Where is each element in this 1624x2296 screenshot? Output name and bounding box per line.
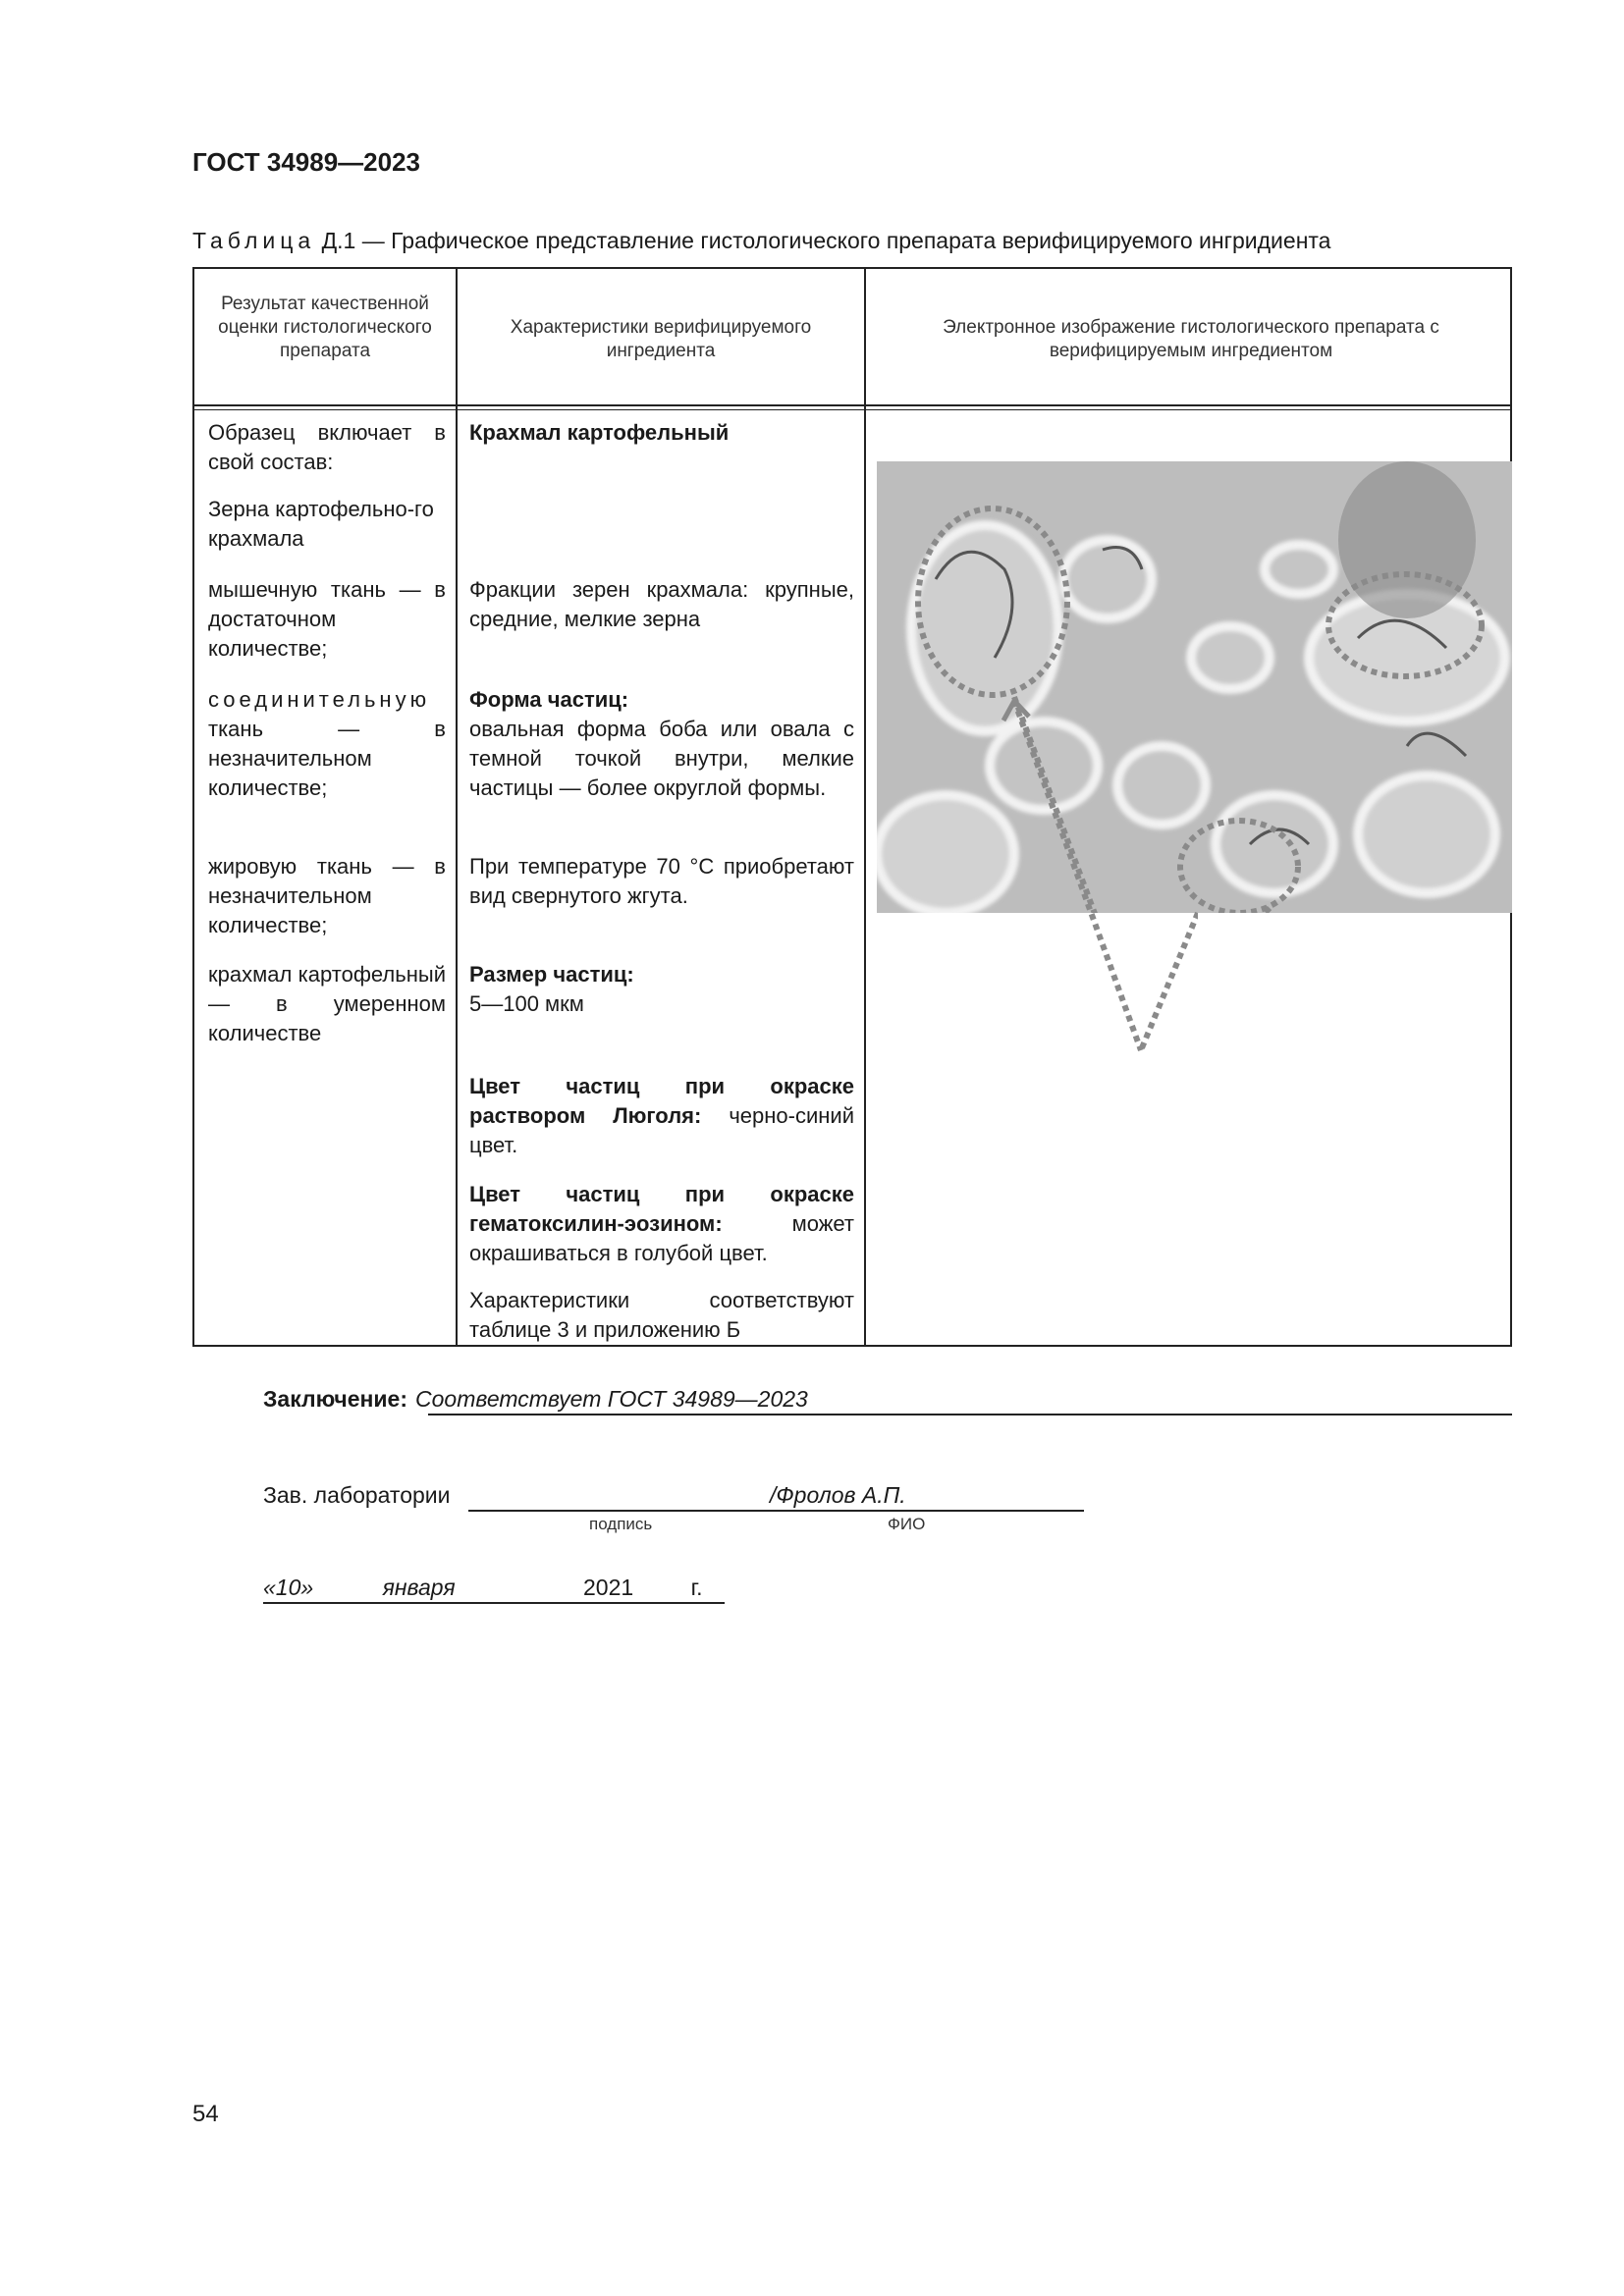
date-month: января: [382, 1575, 456, 1600]
result-starch-grains: Зерна картофельно-го крахмала: [208, 497, 434, 551]
lugol-text: черно-синий цвет.: [469, 1103, 854, 1157]
date-day: «10»: [263, 1575, 314, 1600]
date-line: [263, 1575, 703, 1601]
header-divider: [194, 404, 1510, 406]
column-divider: [456, 269, 458, 1345]
pointer-arrows: [1001, 687, 1198, 1060]
date-year: 2021: [583, 1575, 634, 1600]
size-label: Размер частиц:: [469, 962, 634, 987]
starch-fractions: Фракции зерен крахмала: крупные, средние, мелкие зерна: [469, 577, 854, 631]
caption-text: Д.1 — Графическое представление гистологического препарата верифицируемого ингридиента: [315, 228, 1331, 253]
temperature-note: При температуре 70 °С приобретают вид свернутого жгута.: [469, 854, 854, 908]
shape-label: Форма частиц:: [469, 687, 629, 712]
result-muscle: мышечную ткань — в достаточном количестве;: [208, 577, 446, 661]
conclusion-value: Соответствует ГОСТ 34989—2023: [415, 1386, 808, 1412]
date-underline: [263, 1602, 725, 1604]
he-text: может окрашиваться в голубой цвет.: [469, 1211, 854, 1265]
he-label: Цвет частиц при окраске гематоксилин-эозином:: [469, 1182, 854, 1236]
header-col-characteristics: Характеристики верифицируемого ингредиента: [510, 317, 812, 361]
header-col-result: Результат качественной оценки гистологического препарата: [218, 294, 432, 361]
lugol-label: Цвет частиц при окраске раствором Люголя:: [469, 1074, 854, 1128]
signature-role: Зав. лаборатории: [263, 1482, 451, 1508]
signature-caption: подпись: [589, 1515, 653, 1533]
date-suffix: г.: [690, 1575, 703, 1600]
signatory-name: /Фролов А.П.: [770, 1482, 906, 1508]
size-text: 5—100 мкм: [469, 991, 584, 1016]
caption-prefix: Таблица: [192, 228, 316, 253]
table-caption: [192, 228, 1330, 254]
result-intro: Образец включает в свой состав:: [208, 420, 446, 474]
header-col-image: Электронное изображение гистологического препарата с верифицируемым ингредиентом: [943, 317, 1439, 361]
reference-note: Характеристики соответствуют таблице 3 и приложению Б: [469, 1288, 854, 1342]
fio-caption: ФИО: [888, 1515, 926, 1533]
conclusion-label: Заключение:: [263, 1386, 407, 1412]
result-connective-a: соединительную: [208, 687, 431, 712]
conclusion-underline: [428, 1414, 1512, 1415]
result-connective-b: ткань — в незначительном количестве;: [208, 717, 446, 800]
header-divider-double: [194, 409, 1510, 410]
column-divider: [864, 269, 866, 1345]
result-potato-starch: крахмал картофельный — в умеренном количестве: [208, 962, 446, 1045]
page-number: 54: [192, 2101, 219, 2127]
name-line: [768, 1510, 1084, 1512]
result-fat: жировую ткань — в незначительном количестве;: [208, 854, 446, 937]
ingredient-title: Крахмал картофельный: [469, 420, 730, 445]
signature-line: [468, 1510, 768, 1512]
shape-text: овальная форма боба или овала с темной точкой внутри, мелкие частицы — более округлой формы.: [469, 717, 854, 800]
document-header: ГОСТ 34989—2023: [192, 147, 420, 177]
conclusion: [263, 1386, 808, 1413]
